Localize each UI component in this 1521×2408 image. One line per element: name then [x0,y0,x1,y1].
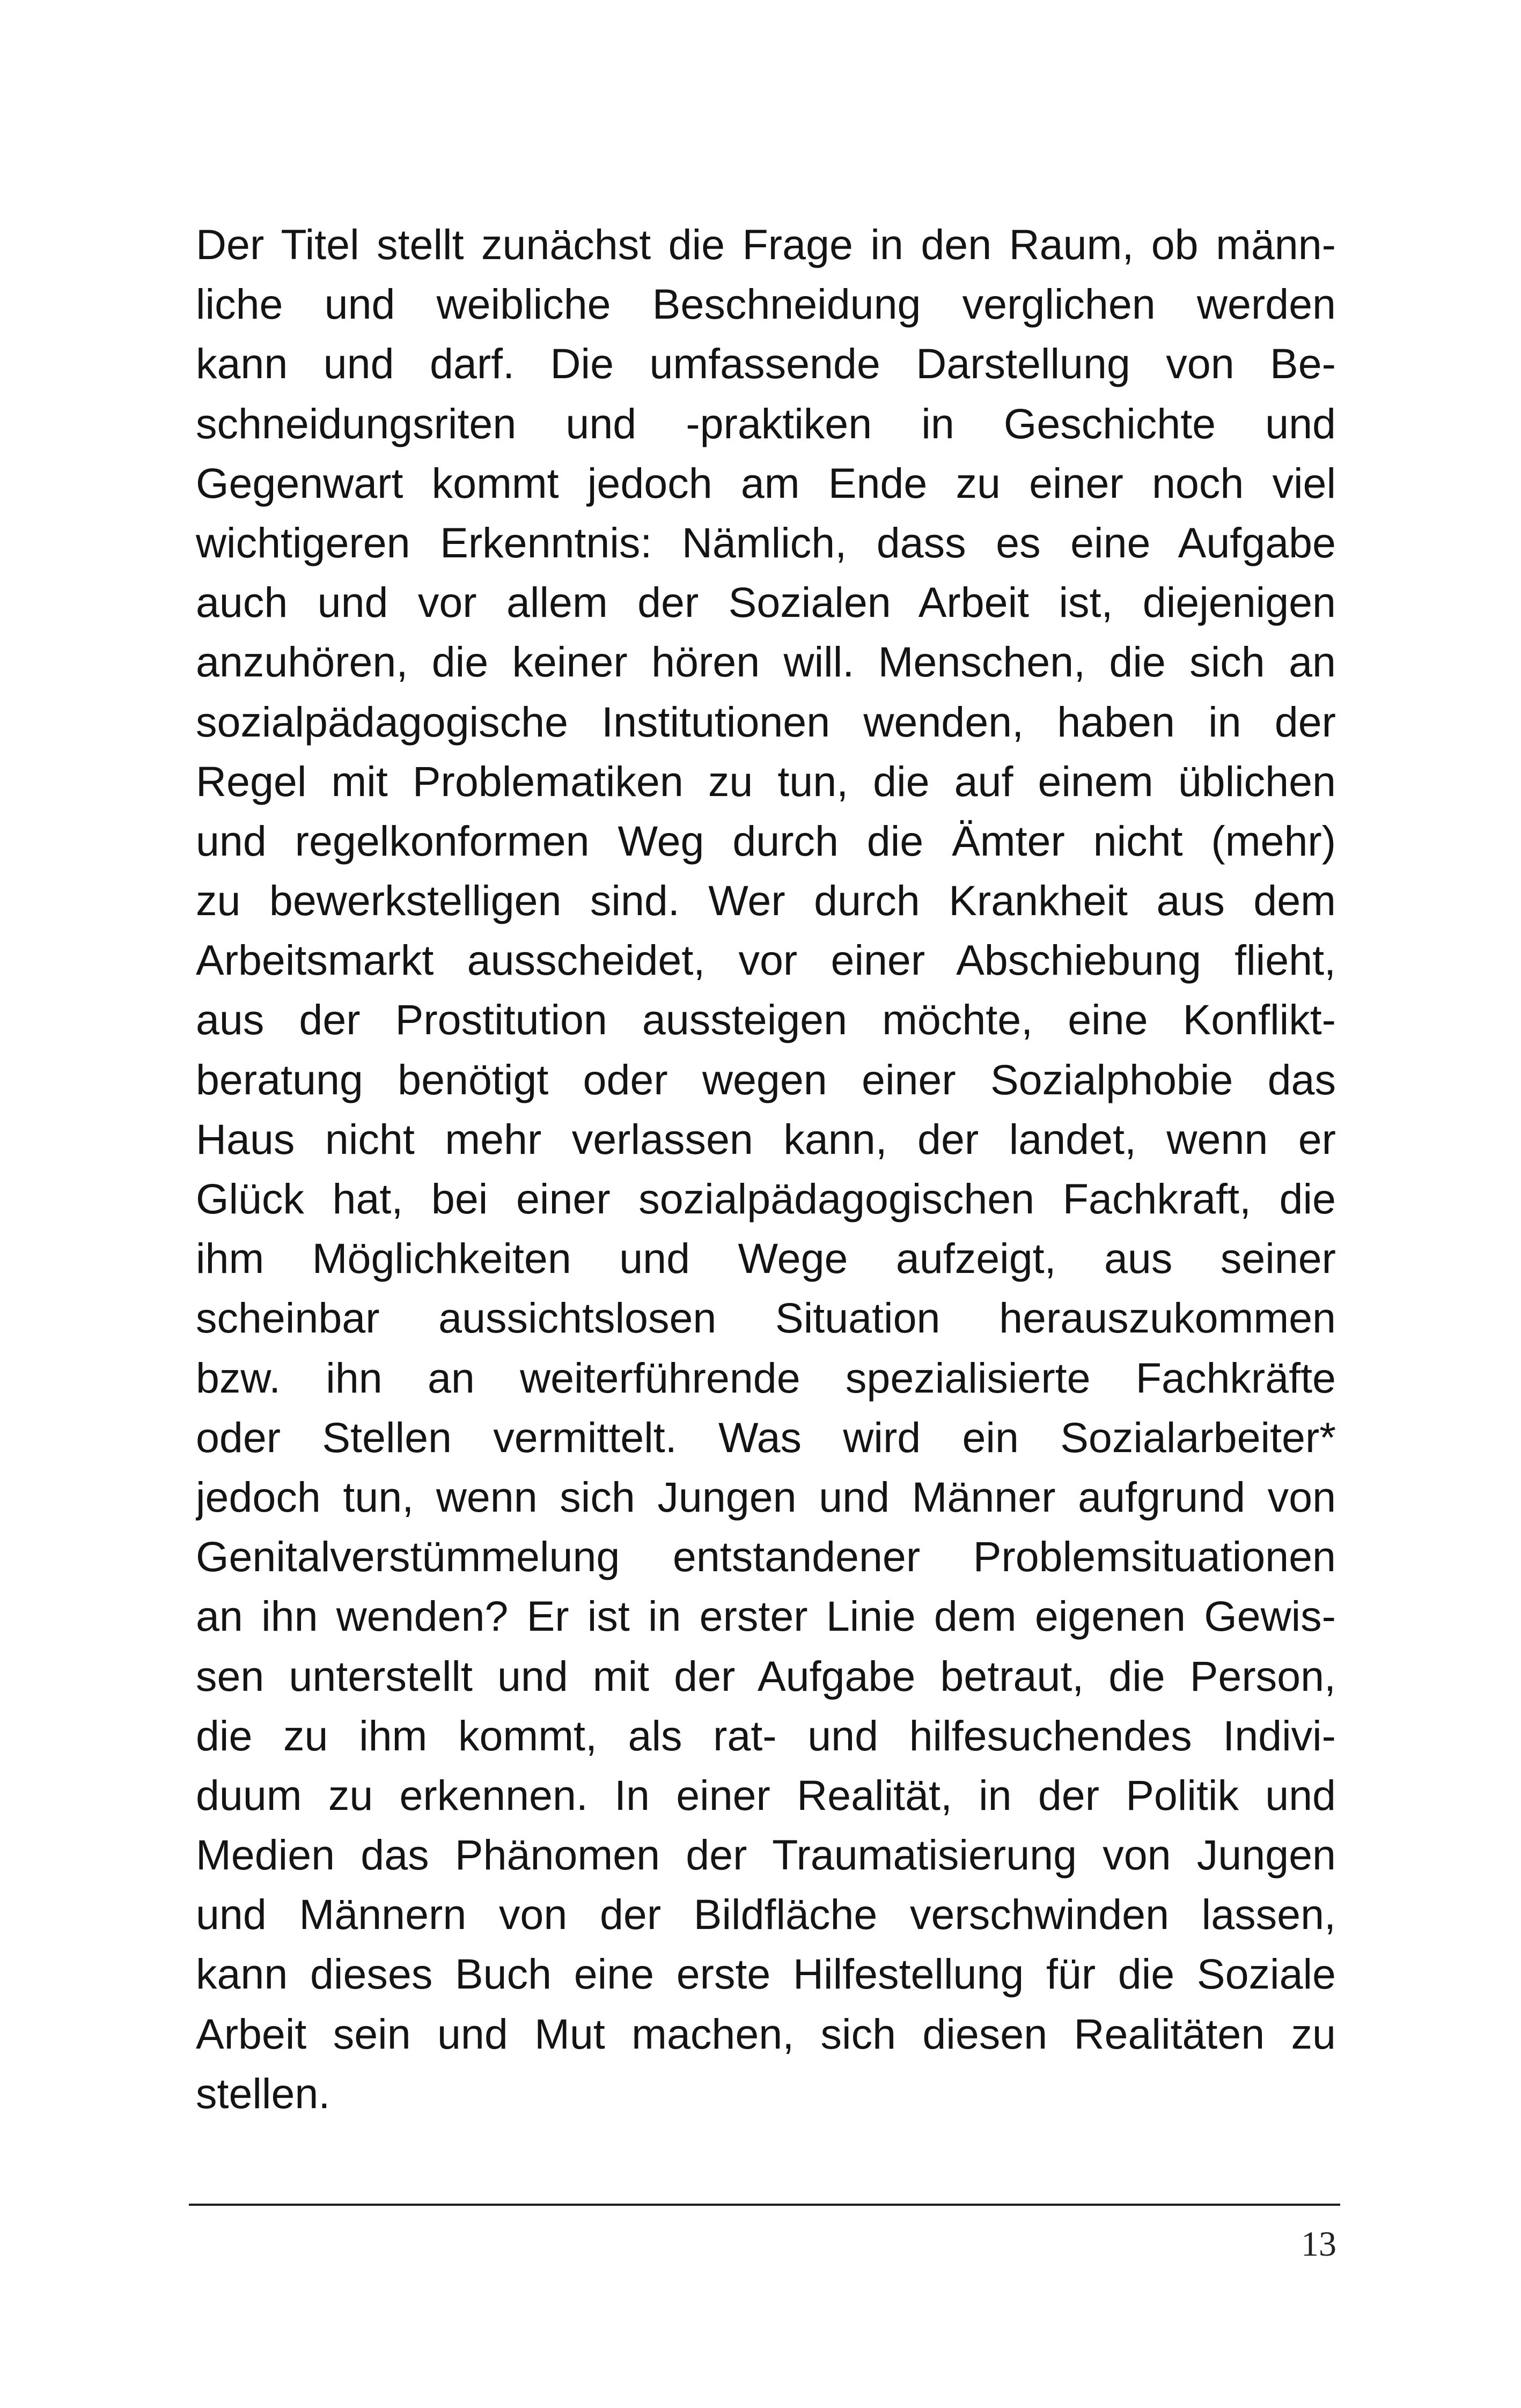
text-line: Der Titel stellt zunächst die Frage in den Raum, ob männ- [196,220,1336,268]
text-line: Regel mit Problematiken zu tun, die auf einem üblichen [196,757,1336,805]
text-line: Arbeit sein und Mut machen, sich diesen Realitäten zu [196,2009,1336,2058]
text-line: aus der Prostitution aussteigen möchte, eine Konflikt- [196,996,1336,1044]
text-line: sen unterstellt und mit der Aufgabe betraut, die Person, [196,1652,1336,1700]
page-number: 13 [1301,2225,1336,2264]
body-paragraph [196,215,1336,2123]
footer-divider [189,2204,1340,2206]
text-line-last: stellen. [196,2069,330,2117]
text-line: die zu ihm kommt, als rat- und hilfesuchendes Indivi- [196,1711,1336,1759]
text-line: und Männern von der Bildfläche verschwinden lassen, [196,1890,1336,1939]
text-line: Genitalverstümmelung entstandener Problemsituationen [196,1533,1336,1581]
text-line: wichtigeren Erkenntnis: Nämlich, dass es eine Aufgabe [196,518,1336,566]
text-line: Gegenwart kommt jedoch am Ende zu einer noch viel [196,459,1336,507]
text-line: Arbeitsmarkt ausscheidet, vor einer Abschiebung flieht, [196,936,1336,984]
text-line: scheinbar aussichtslosen Situation herauszukommen [196,1294,1336,1342]
text-line: und regelkonformen Weg durch die Ämter nicht (mehr) [196,816,1336,865]
text-line: zu bewerkstelligen sind. Wer durch Krankheit aus dem [196,877,1336,925]
text-line: an ihn wenden? Er ist in erster Linie dem eigenen Gewis- [196,1592,1336,1640]
text-line: Haus nicht mehr verlassen kann, der landet, wenn er [196,1115,1336,1163]
text-line: bzw. ihn an weiterführende spezialisierte Fachkräfte [196,1353,1336,1402]
text-line: auch und vor allem der Sozialen Arbeit ist, diejenigen [196,578,1336,627]
text-line: ihm Möglichkeiten und Wege aufzeigt, aus seiner [196,1234,1336,1283]
text-line: schneidungsriten und -praktiken in Geschichte und [196,399,1336,447]
text-line: liche und weibliche Beschneidung verglichen werden [196,280,1336,328]
text-line: jedoch tun, wenn sich Jungen und Männer aufgrund von [196,1472,1336,1521]
text-line: kann dieses Buch eine erste Hilfestellung für die Soziale [196,1950,1336,1998]
text-line: beratung benötigt oder wegen einer Sozialphobie das [196,1055,1336,1103]
text-line: duum zu erkennen. In einer Realität, in der Politik und [196,1771,1336,1819]
text-line: kann und darf. Die umfassende Darstellung von Be- [196,340,1336,388]
text-line: Medien das Phänomen der Traumatisierung von Jungen [196,1831,1336,1879]
text-line: Glück hat, bei einer sozialpädagogischen Fachkraft, die [196,1175,1336,1223]
text-line: anzuhören, die keiner hören will. Menschen, die sich an [196,638,1336,686]
text-line: sozialpädagogische Institutionen wenden, haben in der [196,697,1336,746]
text-line: oder Stellen vermittelt. Was wird ein Sozialarbeiter* [196,1413,1336,1461]
